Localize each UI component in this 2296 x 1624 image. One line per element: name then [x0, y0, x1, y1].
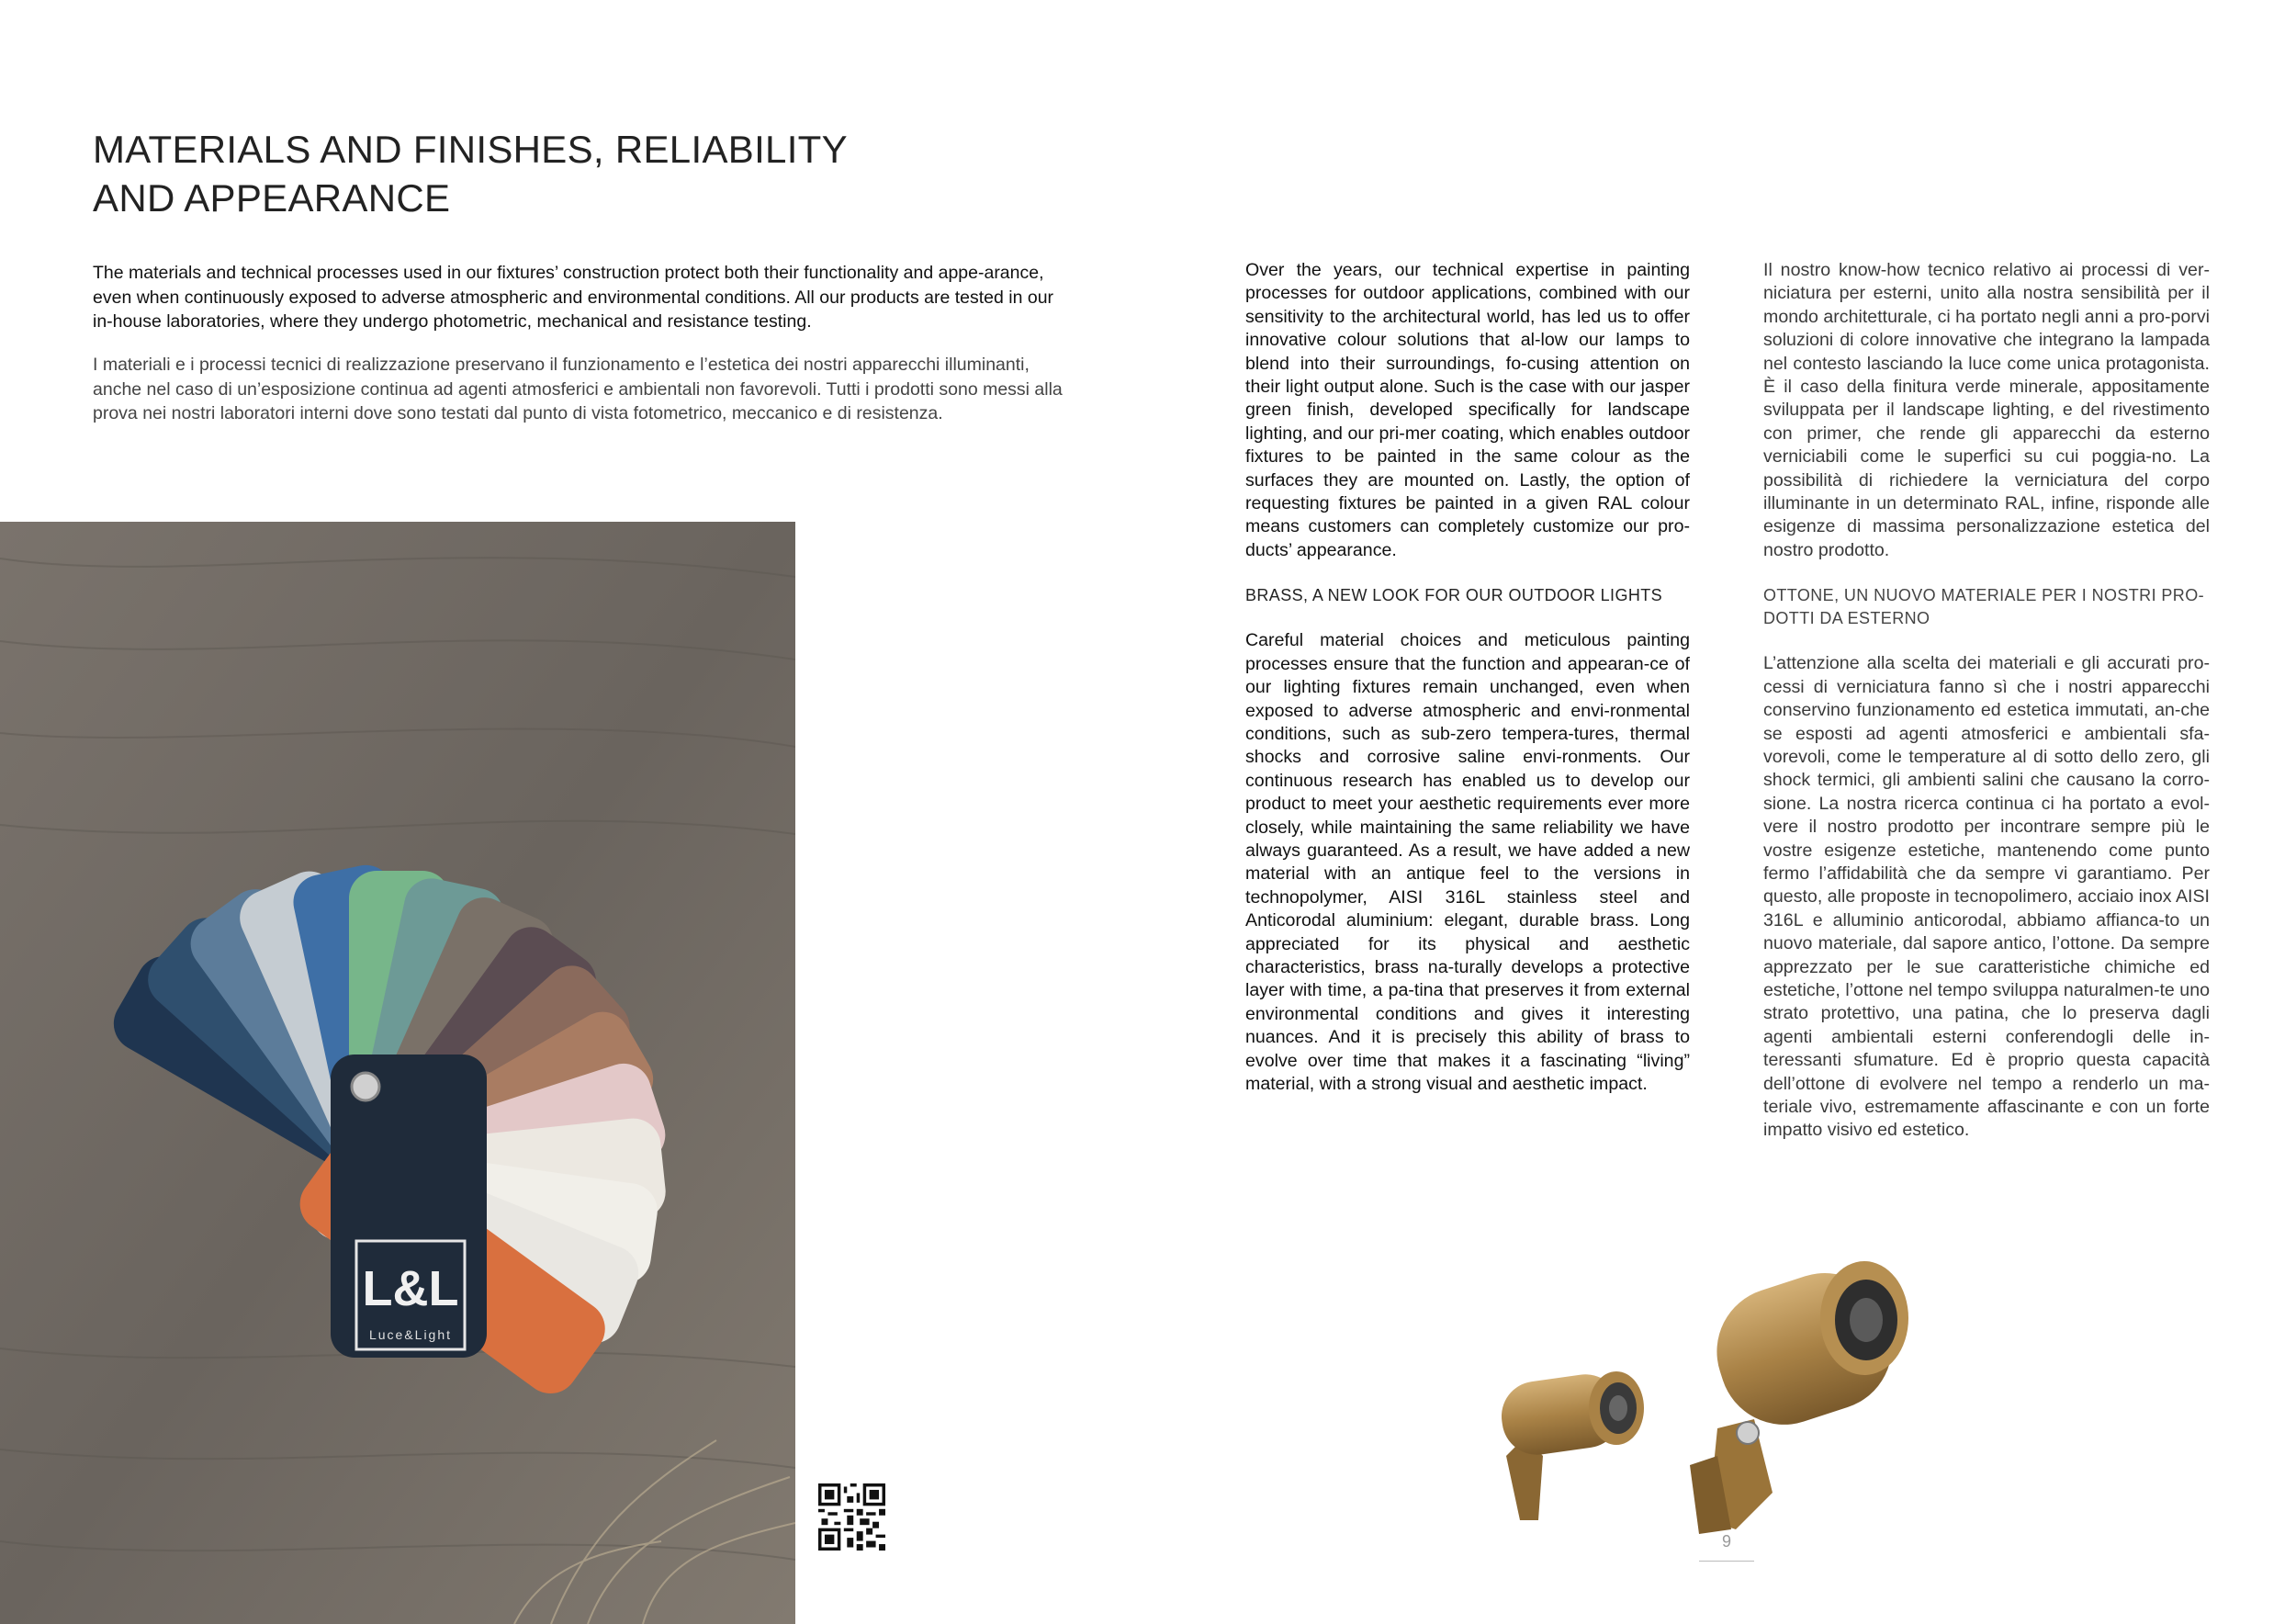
english-section-heading: BRASS, A NEW LOOK FOR OUR OUTDOOR LIGHTS — [1245, 586, 1663, 605]
logo-subtitle: Luce&Light — [368, 1327, 453, 1342]
color-swatch-photo — [0, 522, 795, 1624]
english-paragraph-2: Careful material choices and meticulous painting processes ensure that the function and appearan-ce of our lighting fixtures remain unchanged, even when exposed to adverse atmospheric and envi-ronmental conditions, such as sub-zero tempera-tures, thermal shocks and corrosive saline envi-ronments. Our continuous research has enabled us to develop our product to meet your aesthetic requirements ever more closely, while maintaining the same reliability we have always guaranteed. As a result, we have added a new material with an antique feel to the versions in technopolymer, AISI 316L stainless steel and Anticorodal aluminium: elegant, durable brass. Long appreciated for its physical and aesthetic characteristics, brass na-turally develops a protective layer with time, a pa-tina that preserves it from external environmental conditions and gives it interesting nuances. And it is precisely this ability of brass to evolve over time that makes it a fascinating “living” material, with a strong visual and aesthetic impact. — [1245, 630, 1690, 1094]
english-column — [1245, 259, 1690, 1096]
logo-text: L&L — [362, 1261, 459, 1316]
page-number-rule — [1699, 1561, 1754, 1562]
italian-paragraph-2: L’attenzione alla scelta dei materiali e gli accurati pro-cessi di verniciatura fanno sì che i nostri apparecchi conservino funzionamento ed estetica immutati, an-che se esposti ad agenti atmosferici e ambientali sfa-vorevoli, come le temperature al di sotto dello zero, gli shock termici, gli ambienti salini che causano la corro-sione. La nostra ricerca continua ci ha portato a evol-vere il nostro prodotto per incontrare sempre più le vostre esigenze estetiche, mantenendo come punto fermo l’affidabilità che da sempre vi garantiamo. Per questo, alle proposte in tecnopolimero, acciaio inox AISI 316L e alluminio anticorodal, abbiamo affianca-to un nuovo materiale, dal sapore antico, l’ottone. Da sempre apprezzato per le sue caratteristiche chimiche ed estetiche, l’ottone nel tempo sviluppa naturalmen-te uno strato protettivo, una patina, che lo preserva dagli agenti ambientali esterni conferendogli delle in-teressanti sfumature. Ed è proprio questa capacità dell’ottone di evolvere nel tempo a renderlo un ma-teriale vivo, estremamente affascinante e con un forte impatto visivo ed estetico. — [1763, 653, 2210, 1141]
page-number: 9 — [1721, 1532, 1731, 1551]
swatch-fan-illustration — [0, 522, 795, 1624]
italian-section-heading: OTTONE, UN NUOVO MATERIALE PER I NOSTRI PRO-DOTTI DA ESTERNO — [1763, 586, 2204, 628]
english-paragraph-1: Over the years, our technical expertise in painting processes for outdoor applications, combined with our sensitivity to the architectural world, has led us to offer innovative colour solutions that al-low our lamps to blend into their surroundings, fo-cusing attention on their light output alone. Such is the case with our jasper green finish, developed specifically for landscape lighting, and our pri-mer coating, which enables outdoor fixtures to be painted in the same colour as the surfaces they are mounted on. Lastly, the option of requesting fixtures be painted in a given RAL colour means customers can completely customize our pro-ducts’ appearance. — [1245, 260, 1690, 560]
italian-column — [1763, 259, 2210, 1143]
page-title — [93, 125, 1103, 222]
qr-code-graphic — [818, 1483, 885, 1551]
intro-english: The materials and technical processes used in our fixtures’ construction protect both their functionality and appe-arance, even when continuously exposed to adverse atmospheric and environmental conditions. All our products are tested in our in-house laboratories, where they undergo photometric, mechanical and resistance testing. — [93, 263, 1054, 332]
title-line-1: MATERIALS AND FINISHES, RELIABILITY — [93, 128, 848, 172]
qr-code[interactable] — [818, 1483, 885, 1551]
logo-tag — [331, 1054, 487, 1358]
brass-spotlights-illustration — [1469, 1245, 1910, 1539]
title-line-2: AND APPEARANCE — [93, 176, 451, 220]
intro-italian: I materiali e i processi tecnici di realizzazione preservano il funzionamento e l’estetica dei nostri apparecchi illuminanti, anche nel caso di un’esposizione continua ad agenti atmosferici e ambientali non favorevoli. Tutti i prodotti sono messi alla prova nei nostri laboratori interni dove sono testati dal punto di vista fotometrico, meccanico e di resistenza. — [93, 355, 1063, 423]
italian-paragraph-1: Il nostro know-how tecnico relativo ai processi di ver-niciatura per esterni, unito alla nostra sensibilità per il mondo architetturale, ci ha portato negli anni a pro-porvi soluzioni di colore innovative che integrano la lampada nel contesto lasciando la luce come unica protagonista. È il caso della finitura verde minerale, appositamente sviluppata per il landscape lighting, e del rivestimento con primer, che rende gli apparecchi da esterno verniciabili come le superfici su cui poggia-no. La possibilità di richiedere la verniciatura del corpo illuminante in un determinato RAL, infine, risponde alle esigenze di massima personalizzazione estetica del nostro prodotto. — [1763, 260, 2210, 560]
large-spotlight — [1690, 1257, 1908, 1534]
brass-spotlight-image — [1469, 1245, 1910, 1539]
small-spotlight — [1497, 1370, 1644, 1520]
